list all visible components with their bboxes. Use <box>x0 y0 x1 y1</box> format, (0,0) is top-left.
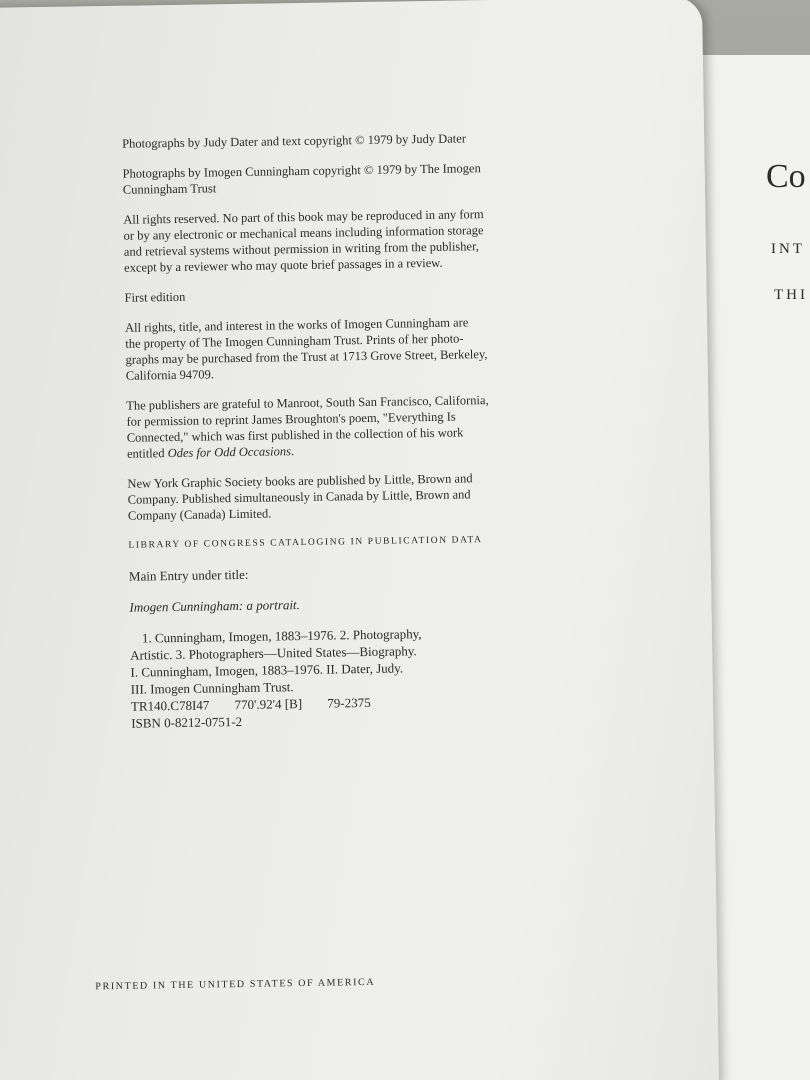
acknowledgement: The publishers are grateful to Manroot, South San Francisco, California, for permission to reprint James Broughton's poem, "Everything Is Connected," which was first published in the collection of his work entitled Odes for Odd Occasions. <box>126 393 489 461</box>
poem-collection-title: Odes for Odd Occasions <box>167 444 291 461</box>
lccn-number: 79-2375 <box>327 694 371 711</box>
call-number: TR140.C78I47 <box>130 697 210 714</box>
publisher-note: New York Graphic Society books are published by Little, Brown and Company. Published simultaneously in Canada by Little, Brown and Company (Canada) Limited. <box>127 471 473 523</box>
facing-page-title-fragment: Co <box>766 158 806 195</box>
cip-heading: LIBRARY OF CONGRESS CATALOGING IN PUBLICATION DATA <box>128 535 483 551</box>
trust-rights: All rights, title, and interest in the works of Imogen Cunningham are the property of The Imogen Cunningham Trust. Prints of her photo- graphs may be purchased from the Trust at 1713 Grove Street, Berkeley, California 94709. <box>124 315 488 383</box>
copyright-cunningham: Photographs by Imogen Cunningham copyright © 1979 by The Imogen Cunningham Trust <box>122 161 481 197</box>
rights-reserved: All rights reserved. No part of this book may be reproduced in any form or by any electronic or mechanical means including information storage and retrieval systems without permission in writing from the publisher, except by a reviewer who may quote brief passages in a review. <box>123 207 484 275</box>
catalog-book-title: Imogen Cunningham: a portrait. <box>129 597 300 615</box>
copyright-content <box>122 129 571 738</box>
catalog-subjects: 1. Cunningham, Imogen, 1883–1976. 2. Photography, Artistic. 3. Photographers—United States—Biography. I. Cunningham, Imogen, 1883–1976. II. Dater, Judy. III. Imogen Cunningham Trust. TR140.C78I47 770'.92'4 [B] 79-2375 ISBN 0-8212-0751-2 <box>130 623 572 732</box>
isbn: ISBN 0-8212-0751-2 <box>131 713 243 731</box>
main-entry: Main Entry under title: <box>128 566 249 584</box>
facing-page-line-fragment-1: INT <box>771 241 805 257</box>
facing-page-line-fragment-2: THI <box>774 287 808 303</box>
edition-note: First edition <box>124 289 186 305</box>
dewey-number: 770'.92'4 [B] <box>234 696 303 713</box>
printed-in-note: PRINTED IN THE UNITED STATES OF AMERICA <box>95 976 376 993</box>
copyright-dater: Photographs by Judy Dater and text copyright © 1979 by Judy Dater <box>122 131 467 151</box>
